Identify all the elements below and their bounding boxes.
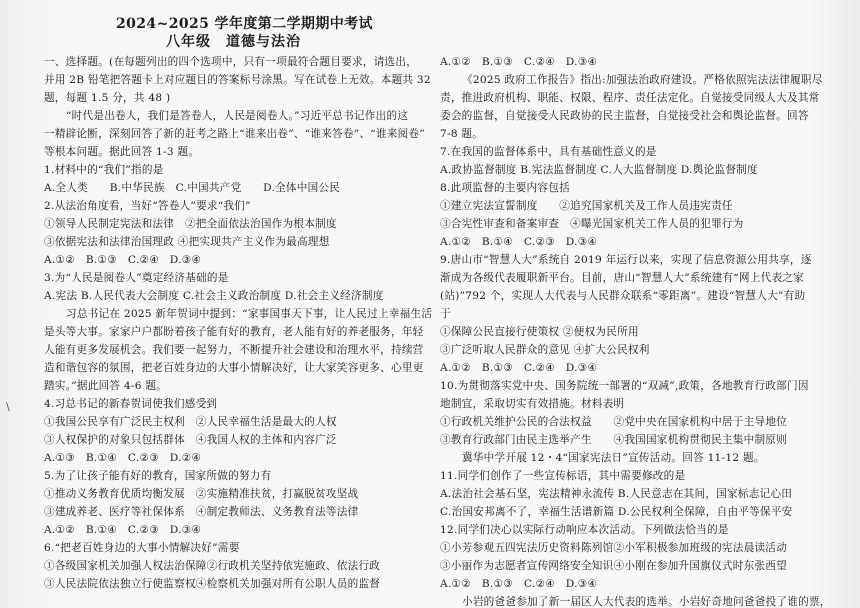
question-2-items: ③依据宪法和法律治国理政 ④把实现共产主义作为最高理想	[44, 236, 330, 248]
question-5-items: ①推动义务教育优质均衡发展 ②实施精准扶贫，打赢脱贫攻坚战	[44, 488, 359, 500]
question-9: 9.唐山市“智慧人大”系统自 2019 年运行以来，实现了信息资源公用共享，逐	[440, 254, 812, 266]
question-10-items: ③教育行政部门由民主选举产生 ④我国国家机构贯彻民主集中制原则	[440, 434, 787, 446]
passage-line: 踏实。”据此回答 4-6 题。	[44, 380, 168, 392]
question-10-items: ①行政机关维护公民的合法权益 ②党中央在国家机构中居于主导地位	[440, 416, 787, 428]
passage-line: 习总书记在 2025 新年贺词中提到：“家事国事天下事，让人民过上幸福生活	[66, 308, 433, 320]
text-line: 题，每题 1.5 分，共 48 )	[44, 92, 171, 104]
question-4-items: ③人权保护的对象只包括群体 ④我国人权的主体和内容广泛	[44, 434, 337, 446]
question-9-items: ③广泛听取人民群众的意见 ④扩大公民权利	[440, 344, 650, 356]
question-11: 11.同学们创作了一些宣传标语，其中需要修改的是	[440, 470, 686, 482]
question-11-options: A.法治社会基石坚，宪法精神永流传 B.人民意志在其间，国家标志记心田	[440, 488, 793, 500]
question-9-items: ①保障公民直接行使策权 ②便权为民所用	[440, 326, 639, 338]
question-3: 3.为“人民是阅卷人”奠定经济基础的是	[44, 272, 229, 284]
question-12-items: ③小丽作为志愿者宣传网络安全知识④小刚在参加升国旗仪式时东张西望	[440, 560, 787, 572]
question-10: 地制宜，采取切实有效措施。材料表明	[440, 398, 625, 410]
question-9: (站)”792 个，实现人大代表与人民群众联系“零距离”。建设“智慧人大”有助	[440, 290, 806, 302]
question-8: 8.此项监督的主要内容包括	[440, 182, 570, 194]
question-9: 渐成为各级代表履职新平台。目前，唐山“智慧人大”系统建有“网上代表之家	[440, 272, 804, 284]
section-instructions: 一、选择题。(在每题列出的四个选项中，只有一项最符合题目要求，请选出，	[44, 56, 418, 68]
scan-mark: \	[6, 400, 10, 413]
text-line: 并用 2B 铅笔把答题卡上对应题目的答案标号涂黑。写在试卷上无效。本题共 32	[44, 74, 431, 86]
passage-line: 7-8 题。	[440, 128, 484, 140]
passage-line: 《2025 政府工作报告》指出:加强法治政府建设。严格依照宪法法律履职尽	[462, 74, 823, 86]
passage-line: 人能有更多发展机会。我们要一起努力，不断提升社会建设和治理水平，持续营	[44, 344, 424, 356]
question-12: 12.同学们决心以实际行动响应本次活动。下列做法恰当的是	[440, 524, 729, 536]
question-4-options: A.①③ B.①④ C.②③ D.②④	[44, 452, 202, 464]
question-7-options: A.政协监督制度 B.宪法监督制度 C.人大监督制度 D.舆论监督制度	[440, 164, 758, 176]
question-8-items: ③合宪性审查和备案审查 ④曝光国家机关工作人员的犯罪行为	[440, 218, 744, 230]
question-4: 4.习总书记的新春贺词使我们感受到	[44, 398, 218, 410]
question-9-options: A.①② B.①③ C.②④ D.③④	[440, 362, 598, 374]
passage-line: 等根本问题。据此回答 1-3 题。	[44, 146, 200, 158]
passage-line: 冀华中学开展 12・4“国家宪法日”宣传活动。回答 11-12 题。	[462, 452, 765, 464]
question-5-options: A.①② B.①④ C.②③ D.③④	[44, 524, 202, 536]
question-12-options: A.①② B.①③ C.②④ D.③④	[440, 578, 598, 590]
question-10: 10.为贯彻落实党中央、国务院统一部署的“双减”,政策，各地教育行政部门因	[440, 380, 809, 392]
question-8-options: A.①② B.①④ C.②③ D.③④	[440, 236, 598, 248]
exam-subject: 八年级 道德与法治	[166, 34, 301, 50]
question-6-items: ①各级国家机关加强人权法治保障②行政机关坚持依宪施政、依法行政	[44, 560, 381, 572]
question-1-options: A.全人类 B.中华民族 C.中国共产党 D.全体中国公民	[44, 182, 341, 194]
question-6-items: ③人民法院依法独立行使监察权④检察机关加强对所有公职人员的监督	[44, 578, 381, 590]
question-8-items: ①建立宪法宣誓制度 ②追究国家机关及工作人员违宪责任	[440, 200, 733, 212]
question-2-items: ①领导人民制定宪法和法律 ②把全面依法治国作为根本制度	[44, 218, 337, 230]
passage-line: “时代是出卷人，我们是答卷人，人民是阅卷人。”习近平总书记作出的这	[66, 110, 409, 122]
passage-line: 一精辟论断，深刻回答了新的赶考之路上“谁来出卷”、“谁来答卷”、“谁来阅卷”	[44, 128, 425, 140]
question-9: 于	[440, 308, 451, 320]
question-4-items: ①我国公民享有广泛民主权利 ②人民幸福生活是最大的人权	[44, 416, 337, 428]
passage-line: 小岩的爸爸参加了新一届区人大代表的选举。小岩好奇地问爸爸投了谁的票，	[462, 596, 831, 608]
passage-line: 造和谐包容的氛围，把老百姓身边的大事小情解决好，让大家笑容更多、心里更	[44, 362, 424, 374]
question-11-options: C.治国安邦离不了，幸福生活谱新篇 D.公民权利全保障，自由平等保平安	[440, 506, 793, 518]
exam-title: 2024~2025 学年度第二学期期中考试	[116, 16, 373, 32]
passage-line: 是头等大事。家家户户都盼着孩子能有好的教育，老人能有好的养老服务，年轻	[44, 326, 424, 338]
question-6-options: A.①② B.①③ C.②④ D.③④	[440, 56, 598, 68]
question-6: 6.“把老百姓身边的大事小情解决好”需要	[44, 542, 240, 554]
question-5-items: ③建成养老、医疗等社保体系 ④制定教师法、义务教育法等法律	[44, 506, 359, 518]
passage-line: 责，推进政府机构、职能、权限、程序、责任法定化。自觉接受同级人大及其常	[440, 92, 820, 104]
question-2-options: A.①② B.①③ C.②④ D.③④	[44, 254, 202, 266]
question-1: 1.材料中的“我们”指的是	[44, 164, 164, 176]
passage-line: 委会的监督，自觉接受人民政协的民主监督，自觉接受社会和舆论监督。回答	[440, 110, 809, 122]
question-3-options: A.宪法 B.人民代表大会制度 C.社会主义政治制度 D.社会主义经济制度	[44, 290, 384, 302]
question-12-items: ①小芳参观五四宪法历史资料陈列馆②小军积极参加班级的宪法晨读活动	[440, 542, 787, 554]
question-7: 7.在我国的监督体系中，具有基础性意义的是	[440, 146, 657, 158]
question-5: 5.为了让孩子能有好的教育，国家所做的努力有	[44, 470, 272, 482]
question-2: 2.从法治角度看，当好“答卷人”要求“我们”	[44, 200, 251, 212]
